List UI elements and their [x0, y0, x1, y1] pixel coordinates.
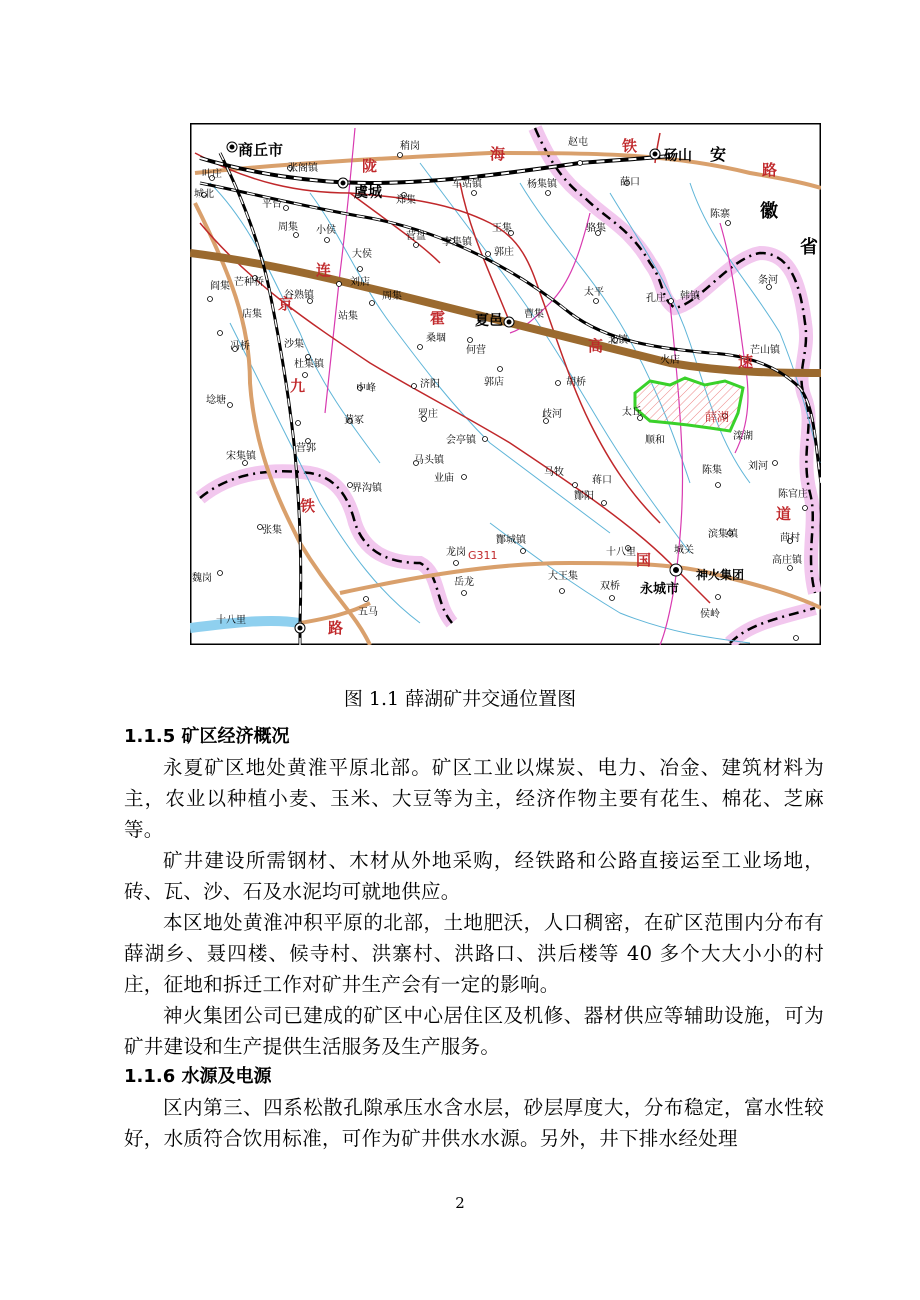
- map-label: 谷熟镇: [284, 290, 314, 301]
- map-label: 会亭镇: [446, 435, 476, 446]
- map-label: 太丘: [622, 407, 642, 418]
- map-label: 酇城镇: [496, 535, 526, 546]
- map-label: 何营: [466, 345, 486, 356]
- map-label: 郑集: [396, 195, 416, 206]
- map-label: 沙集: [284, 339, 304, 350]
- map-label: 火店: [660, 355, 680, 366]
- map-label: 薛口: [620, 177, 640, 188]
- map-label: 十八里: [606, 547, 636, 558]
- map-label: 车站镇: [452, 179, 482, 190]
- map-label: 大王集: [548, 571, 578, 582]
- map-label: 陈寨: [710, 209, 730, 220]
- map-label: 徽: [760, 201, 778, 222]
- paragraph: 永夏矿区地处黄淮平原北部。矿区工业以煤炭、电力、冶金、建筑材料为主，农业以种植小麦、玉米、大豆等为主，经济作物主要有花生、棉花、芝麻等。: [124, 756, 824, 841]
- map-label-yucheng: 虞城: [354, 185, 382, 201]
- section-heading: 1.1.5 矿区经济概况: [124, 726, 290, 747]
- map-label: 叶庄: [202, 169, 222, 180]
- road-label: 陇: [362, 157, 378, 175]
- page-number: 2: [455, 1194, 465, 1212]
- map-label: 韩镇: [680, 291, 700, 302]
- road-label: 国: [636, 551, 652, 569]
- map-label: 滦湖: [733, 431, 753, 442]
- paragraph: 矿井建设所需钢材、木材从外地采购，经铁路和公路直接运至工业场地，砖、瓦、沙、石及水泥均可就地供应。: [124, 849, 824, 903]
- map-label-xiayi: 夏邑: [475, 313, 503, 329]
- map-label: 十八里: [216, 615, 246, 626]
- road-label: 铁: [300, 497, 316, 515]
- paragraph: 区内第三、四系松散孔隙承压水含水层，砂层厚度大，分布稳定，富水性较好，水质符合饮用标准，可作为矿井供水水源。另外，井下排水经处理: [124, 1096, 824, 1150]
- map-label-shangqiu: 商丘市: [238, 141, 284, 159]
- map-label: 城北: [194, 189, 214, 200]
- road-label: 道: [776, 505, 792, 523]
- map-label: 张集: [262, 525, 282, 536]
- map-label: 济阳: [420, 379, 440, 390]
- road-label: 海: [490, 145, 506, 163]
- map-label-xuehu: 薛湖: [705, 410, 730, 424]
- map-label: 酇阳: [574, 491, 594, 502]
- map-label: 平台: [262, 199, 282, 210]
- road-label: 铁: [622, 137, 638, 155]
- map-label: 五马: [358, 607, 378, 618]
- map-label: 岳龙: [454, 577, 474, 588]
- map-label: 双桥: [600, 581, 620, 592]
- map-label: 店集: [242, 309, 262, 320]
- road-label: 连: [316, 261, 332, 279]
- map-label: 罗庄: [418, 409, 438, 420]
- road-label: 霍: [430, 309, 446, 327]
- map-label: 营郭: [296, 443, 316, 454]
- map-label-shenhuo: 神火集团: [696, 568, 745, 582]
- map-label: 芒山镇: [750, 345, 780, 356]
- road-label: 速: [738, 353, 754, 371]
- map-label: 北镇: [608, 335, 628, 346]
- map-label: 龙岗: [446, 547, 466, 558]
- map-label: 杜集镇: [294, 359, 324, 370]
- paragraph: 本区地处黄淮冲积平原的北部，土地肥沃，人口稠密，在矿区范围内分布有薛湖乡、聂四楼、候寺村、洪寨村、洪路口、洪后楼等 40 多个大大小小的村庄，征地和拆迁工作对矿井生产会有一定的影响。: [124, 911, 824, 996]
- map-label: 黄冢: [344, 415, 364, 426]
- document-body: [124, 722, 824, 1154]
- map-label: 歧河: [542, 409, 562, 420]
- paragraph: 神火集团公司已建成的矿区中心居住区及机修、器材供应等辅助设施，可为矿井建设和生产提供生活服务及生产服务。: [124, 1004, 824, 1058]
- map-label: 营盘: [406, 231, 426, 242]
- map-label: 大侯: [352, 249, 372, 260]
- map-label: 小侯: [316, 225, 336, 236]
- road-label: 路: [328, 619, 344, 637]
- map-label: 王集: [492, 223, 512, 234]
- map-label: 省: [800, 237, 818, 258]
- section-heading: 1.1.6 水源及电源: [124, 1066, 272, 1087]
- map-label: 马头镇: [414, 455, 444, 466]
- map-label: 业庙: [434, 473, 454, 484]
- map-label: 刘店: [350, 277, 370, 288]
- map-label: 刘河: [748, 461, 768, 472]
- map-label: 魏岗: [192, 573, 212, 584]
- figure-caption: 图 1.1 薛湖矿井交通位置图: [343, 688, 577, 710]
- map-label: 曹集: [524, 309, 544, 320]
- map-label: 周集: [278, 222, 298, 233]
- road-label: 九: [290, 377, 306, 395]
- map-label: 茴村: [780, 533, 800, 544]
- map-label: 安: [710, 145, 727, 164]
- map-label: 条河: [758, 275, 778, 286]
- map-label: 蒋口: [592, 475, 612, 486]
- road-label: 京: [278, 295, 294, 313]
- map-label: 稍岗: [400, 141, 420, 152]
- map-label: 郭店: [484, 377, 504, 388]
- map-label: 宋集镇: [226, 451, 256, 462]
- map-label: 马牧: [544, 467, 564, 478]
- map-label: 陈集: [702, 465, 722, 476]
- map-label: 阎集: [210, 281, 230, 292]
- map-label: 张阁镇: [288, 163, 318, 174]
- road-label: 路: [762, 161, 778, 179]
- map-label: 胡桥: [566, 377, 586, 388]
- map-label: 侯岭: [700, 609, 720, 620]
- traffic-location-map: [190, 123, 821, 645]
- map-label: 冯桥: [230, 341, 250, 352]
- map-label: 埝塘: [206, 395, 226, 406]
- map-label: 孔庄: [646, 293, 666, 304]
- map-label: 杨集镇: [527, 179, 557, 190]
- map-label: 中峰: [356, 383, 376, 394]
- map-label: 陈官庄: [778, 489, 808, 500]
- map-label-g311: G311: [468, 549, 498, 562]
- map-label: 滨集镇: [708, 529, 738, 540]
- map-label: 城关: [674, 545, 694, 556]
- map-label: 高庄镇: [772, 555, 802, 566]
- map-label: 顺和: [645, 435, 665, 446]
- map-label: 李集镇: [442, 237, 472, 248]
- map-label: 桑堌: [426, 333, 446, 344]
- map-label-dangshan: 砀山: [664, 148, 692, 164]
- map-label-yongcheng: 永城市: [640, 582, 680, 597]
- map-label: 赵屯: [568, 137, 588, 148]
- map-label: 骆集: [586, 223, 606, 234]
- road-label: 高: [588, 337, 604, 355]
- map-label: 太平: [584, 287, 604, 298]
- map-label: 郭庄: [494, 247, 514, 258]
- map-label: 界沟镇: [352, 483, 382, 494]
- map-label: 周集: [382, 291, 402, 302]
- map-label: 芒种桥: [234, 277, 264, 288]
- map-label: 站集: [338, 311, 358, 322]
